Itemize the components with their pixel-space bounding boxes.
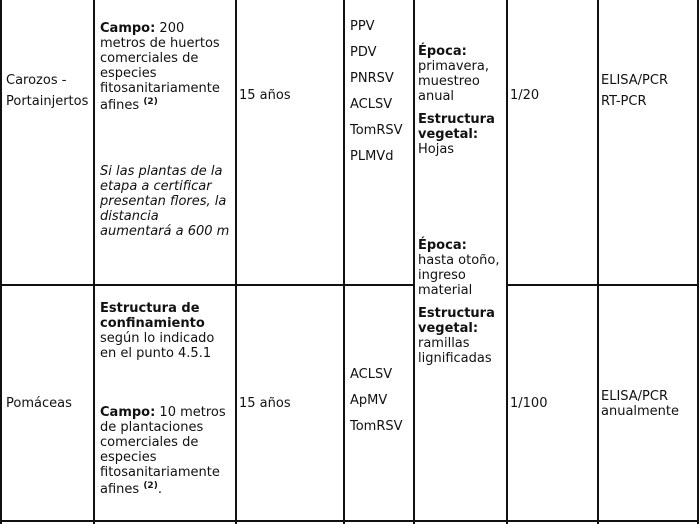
note-line: etapa a certificar (100, 179, 212, 194)
campo-line: especies (100, 66, 157, 81)
epoca-line: muestreo (418, 74, 480, 89)
note-line: distancia (100, 209, 159, 224)
campo-line: comerciales de (100, 51, 199, 66)
virus-item: ApMV (350, 393, 388, 408)
tecnica-cell (601, 73, 668, 109)
muestreo-cell (418, 238, 504, 366)
virus-list (350, 14, 403, 170)
table-rule (0, 0, 2, 524)
epoca-line: hasta otoño, (418, 253, 500, 268)
virus-item: PLMVd (350, 149, 394, 164)
row-separator (0, 284, 414, 286)
table-rule (235, 0, 237, 524)
campo-line: comerciales de (100, 435, 199, 450)
epoca-line: ingreso (418, 268, 466, 283)
note-line: Si las plantas de la (100, 164, 223, 179)
confinamiento-label: Estructura de (100, 301, 200, 316)
estructura-label: vegetal: (418, 127, 479, 142)
campo-text: afines (100, 98, 140, 113)
table-bottom-rule (0, 520, 699, 522)
especie-line: Pomáceas (6, 396, 72, 411)
confinamiento-label: confinamiento (100, 316, 205, 331)
virus-item: ACLSV (350, 97, 393, 112)
table-rule (697, 0, 699, 524)
campo-line: especies (100, 450, 157, 465)
confinamiento-line: en el punto 4.5.1 (100, 346, 212, 361)
especie-cell (6, 73, 88, 109)
campo-text: . (157, 482, 162, 497)
epoca-line: material (418, 283, 473, 298)
campo-line: metros de huertos (100, 36, 220, 51)
estructura-line: Hojas (418, 142, 455, 157)
campo-text: 10 metros (155, 405, 226, 420)
campo-line: fitosanitariamente (100, 465, 220, 480)
campo-label: Campo: (100, 21, 156, 36)
estructura-label: Estructura (418, 112, 495, 127)
note-line: aumentará a 600 m (100, 224, 230, 239)
campo-first-line (100, 405, 235, 420)
virus-item: TomRSV (350, 419, 403, 434)
estructura-label: Estructura (418, 306, 495, 321)
virus-item: TomRSV (350, 123, 403, 138)
virus-item: PDV (350, 45, 377, 60)
campo-last-line (100, 98, 230, 113)
campo-text: afines (100, 482, 140, 497)
campo-last-line (100, 482, 235, 497)
virus-item: PPV (350, 19, 375, 34)
campo-text: 200 (155, 21, 185, 36)
campo-line: fitosanitariamente (100, 81, 220, 96)
proporcion-cell: 1/20 (510, 88, 540, 103)
especie-line: Portainjertos (6, 94, 89, 109)
epoca-line: primavera, (418, 59, 489, 74)
virus-list (350, 362, 403, 440)
tecnica-line: anualmente (601, 404, 680, 419)
estructura-line: lignificadas (418, 351, 492, 366)
epoca-label: Época: (418, 44, 467, 59)
tecnica-line: ELISA/PCR (601, 389, 669, 404)
row-separator (506, 284, 699, 286)
table-rule (506, 0, 508, 524)
table-rule (93, 0, 95, 524)
epoca-line: anual (418, 89, 455, 104)
proporcion-cell: 1/100 (510, 396, 548, 411)
muestreo-cell (418, 44, 504, 157)
aislamiento-campo (100, 405, 235, 497)
tecnica-line: ELISA/PCR (601, 73, 669, 88)
table-rule (597, 0, 599, 524)
tecnica-cell (601, 389, 679, 419)
tecnica-line: RT-PCR (601, 94, 647, 109)
campo-first-line (100, 21, 230, 36)
footnote-ref: (2) (143, 97, 158, 107)
table-rule (413, 0, 415, 524)
especie-cell (6, 396, 72, 411)
virus-item: PNRSV (350, 71, 394, 86)
campo-label: Campo: (100, 405, 156, 420)
note-line: presentan flores, la (100, 194, 227, 209)
epoca-label: Época: (418, 238, 467, 253)
aislamiento-confinamiento (100, 301, 235, 361)
plazo-cell: 15 años (239, 396, 291, 411)
estructura-line: ramillas (418, 336, 470, 351)
campo-line: de plantaciones (100, 420, 204, 435)
estructura-label: vegetal: (418, 321, 479, 336)
footnote-ref: (2) (143, 481, 158, 491)
plazo-cell: 15 años (239, 88, 291, 103)
aislamiento-cell (100, 21, 230, 113)
table-rule (343, 0, 345, 524)
especie-line: Carozos - (6, 73, 67, 88)
aislamiento-note (100, 164, 235, 239)
confinamiento-line: según lo indicado (100, 331, 215, 346)
virus-item: ACLSV (350, 367, 393, 382)
